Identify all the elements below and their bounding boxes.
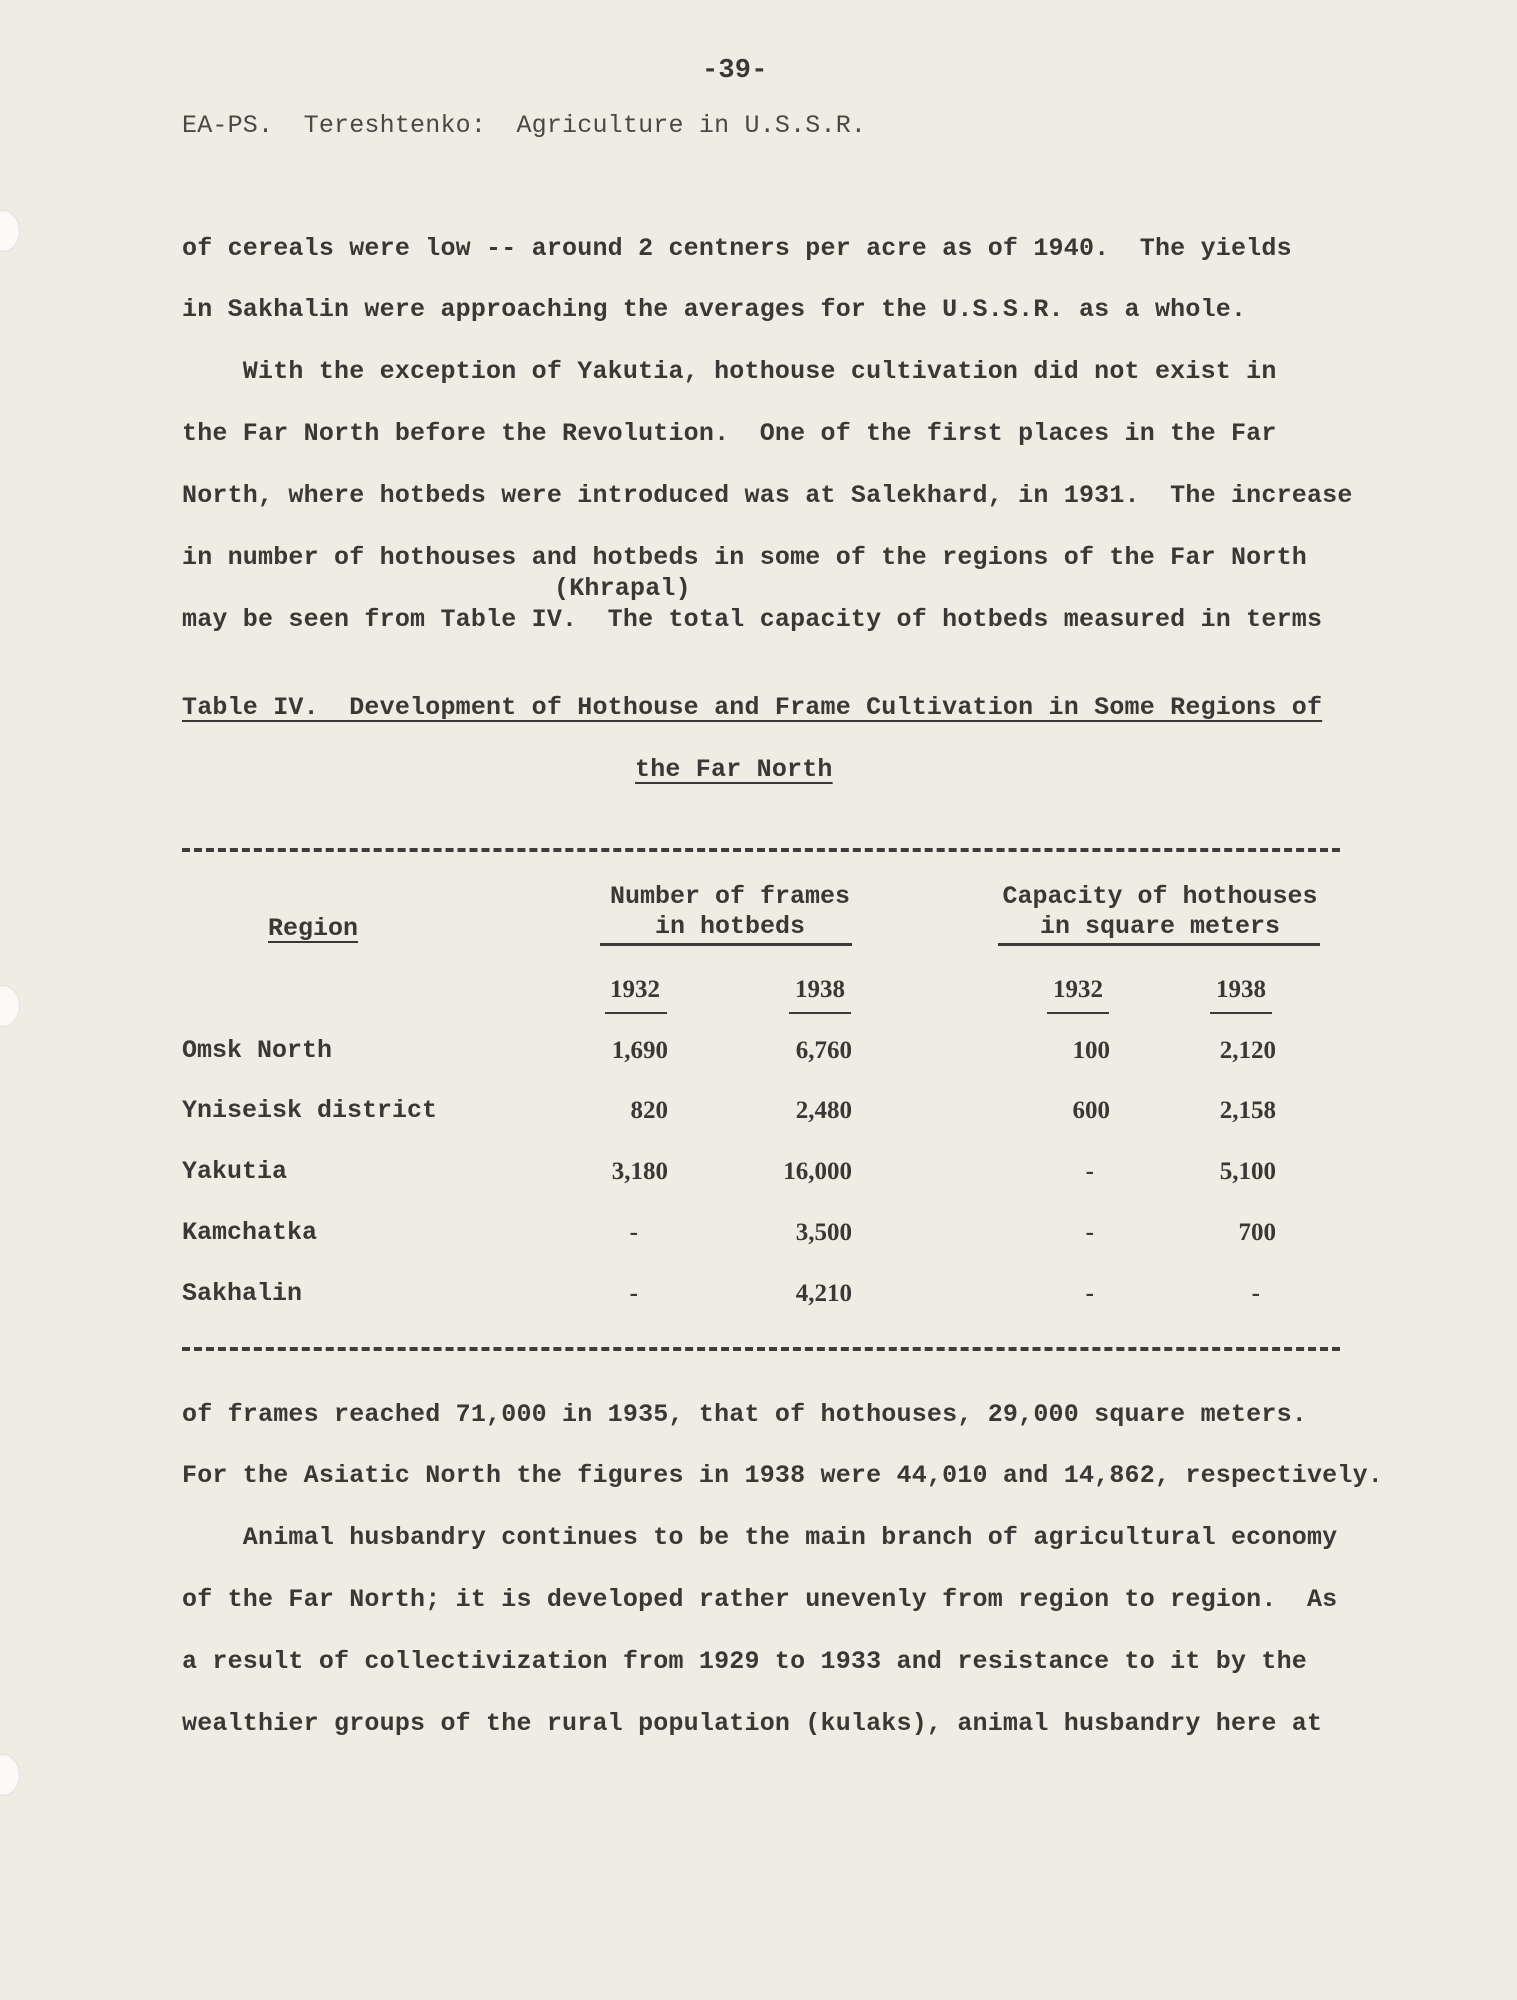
table-cell: 16,000 — [783, 1158, 852, 1185]
body-line: wealthier groups of the rural population (kulaks), animal husbandry here at — [182, 1709, 1323, 1738]
year-header: 1932 — [610, 976, 660, 1003]
table-row-region: Yakutia — [182, 1157, 288, 1186]
table-cell: 2,480 — [795, 1097, 852, 1124]
table-cell: 1,690 — [611, 1037, 668, 1064]
body-line: in number of hothouses and hotbeds in some of the regions of the Far North — [182, 543, 1307, 572]
frames-header: Number of frames in hotbeds — [609, 882, 851, 941]
table-cell: 700 — [1238, 1219, 1276, 1246]
body-line: a result of collectivization from 1929 to 1933 and resistance to it by the — [182, 1647, 1307, 1676]
table-cell: - — [1251, 1280, 1260, 1307]
table-cell: - — [629, 1219, 638, 1246]
region-header: Region — [268, 914, 359, 943]
table-title-cont: the Far North — [635, 755, 833, 784]
table-row-region: Yniseisk district — [182, 1096, 438, 1125]
capacity-header: Capacity of hothouses in square meters — [1002, 882, 1318, 941]
capacity-header-underline — [998, 943, 1320, 946]
body-line: may be seen from Table IV. The total capacity of hotbeds measured in terms — [182, 605, 1323, 634]
body-line: With the exception of Yakutia, hothouse cultivation did not exist in — [182, 357, 1277, 386]
punch-hole — [0, 985, 20, 1027]
body-line: Animal husbandry continues to be the main branch of agricultural economy — [182, 1523, 1338, 1552]
punch-hole — [0, 1754, 20, 1796]
table-cell: 3,180 — [611, 1158, 668, 1185]
body-line: in Sakhalin were approaching the averages for the U.S.S.R. as a whole. — [182, 295, 1247, 324]
year-underline — [1047, 1012, 1109, 1014]
table-cell: 3,500 — [795, 1219, 852, 1246]
table-cell: - — [1085, 1219, 1094, 1246]
table-cell: 4,210 — [795, 1280, 852, 1307]
body-line: For the Asiatic North the figures in 1938 were 44,010 and 14,862, respectively. — [182, 1461, 1383, 1490]
table-cell: - — [1085, 1158, 1094, 1185]
year-header: 1938 — [1216, 976, 1266, 1003]
table-row-region: Sakhalin — [182, 1279, 303, 1308]
body-line: the Far North before the Revolution. One of the first places in the Far — [182, 419, 1277, 448]
table-row-region: Kamchatka — [182, 1218, 318, 1247]
punch-hole — [0, 210, 20, 252]
year-underline — [789, 1012, 851, 1014]
table-cell: - — [1085, 1280, 1094, 1307]
frames-header-underline — [600, 943, 852, 946]
table-cell: 600 — [1072, 1097, 1110, 1124]
year-underline — [1210, 1012, 1272, 1014]
table-title: Table IV. Development of Hothouse and Frame Cultivation in Some Regions of — [182, 693, 1323, 722]
body-line: of the Far North; it is developed rather unevenly from region to region. As — [182, 1585, 1338, 1614]
table-top-rule — [182, 848, 1340, 852]
table-cell: 2,158 — [1219, 1097, 1276, 1124]
body-line: of cereals were low -- around 2 centners per acre as of 1940. The yields — [182, 234, 1292, 263]
year-underline — [605, 1012, 667, 1014]
table-cell: 100 — [1072, 1037, 1110, 1064]
running-header: EA-PS. Tereshtenko: Agriculture in U.S.S.R. — [182, 111, 867, 140]
table-row-region: Omsk North — [182, 1036, 333, 1065]
year-header: 1938 — [795, 976, 845, 1003]
page-number: -39- — [702, 56, 768, 86]
body-line: North, where hotbeds were introduced was at Salekhard, in 1931. The increase — [182, 481, 1353, 510]
handwritten-insertion: (Khrapal) — [554, 574, 691, 603]
table-bottom-rule — [182, 1347, 1340, 1351]
table-cell: 820 — [630, 1097, 668, 1124]
body-line: of frames reached 71,000 in 1935, that of hothouses, 29,000 square meters. — [182, 1400, 1307, 1429]
year-header: 1932 — [1053, 976, 1103, 1003]
table-cell: 5,100 — [1219, 1158, 1276, 1185]
table-cell: 6,760 — [795, 1037, 852, 1064]
table-cell: 2,120 — [1219, 1037, 1276, 1064]
table-cell: - — [629, 1280, 638, 1307]
